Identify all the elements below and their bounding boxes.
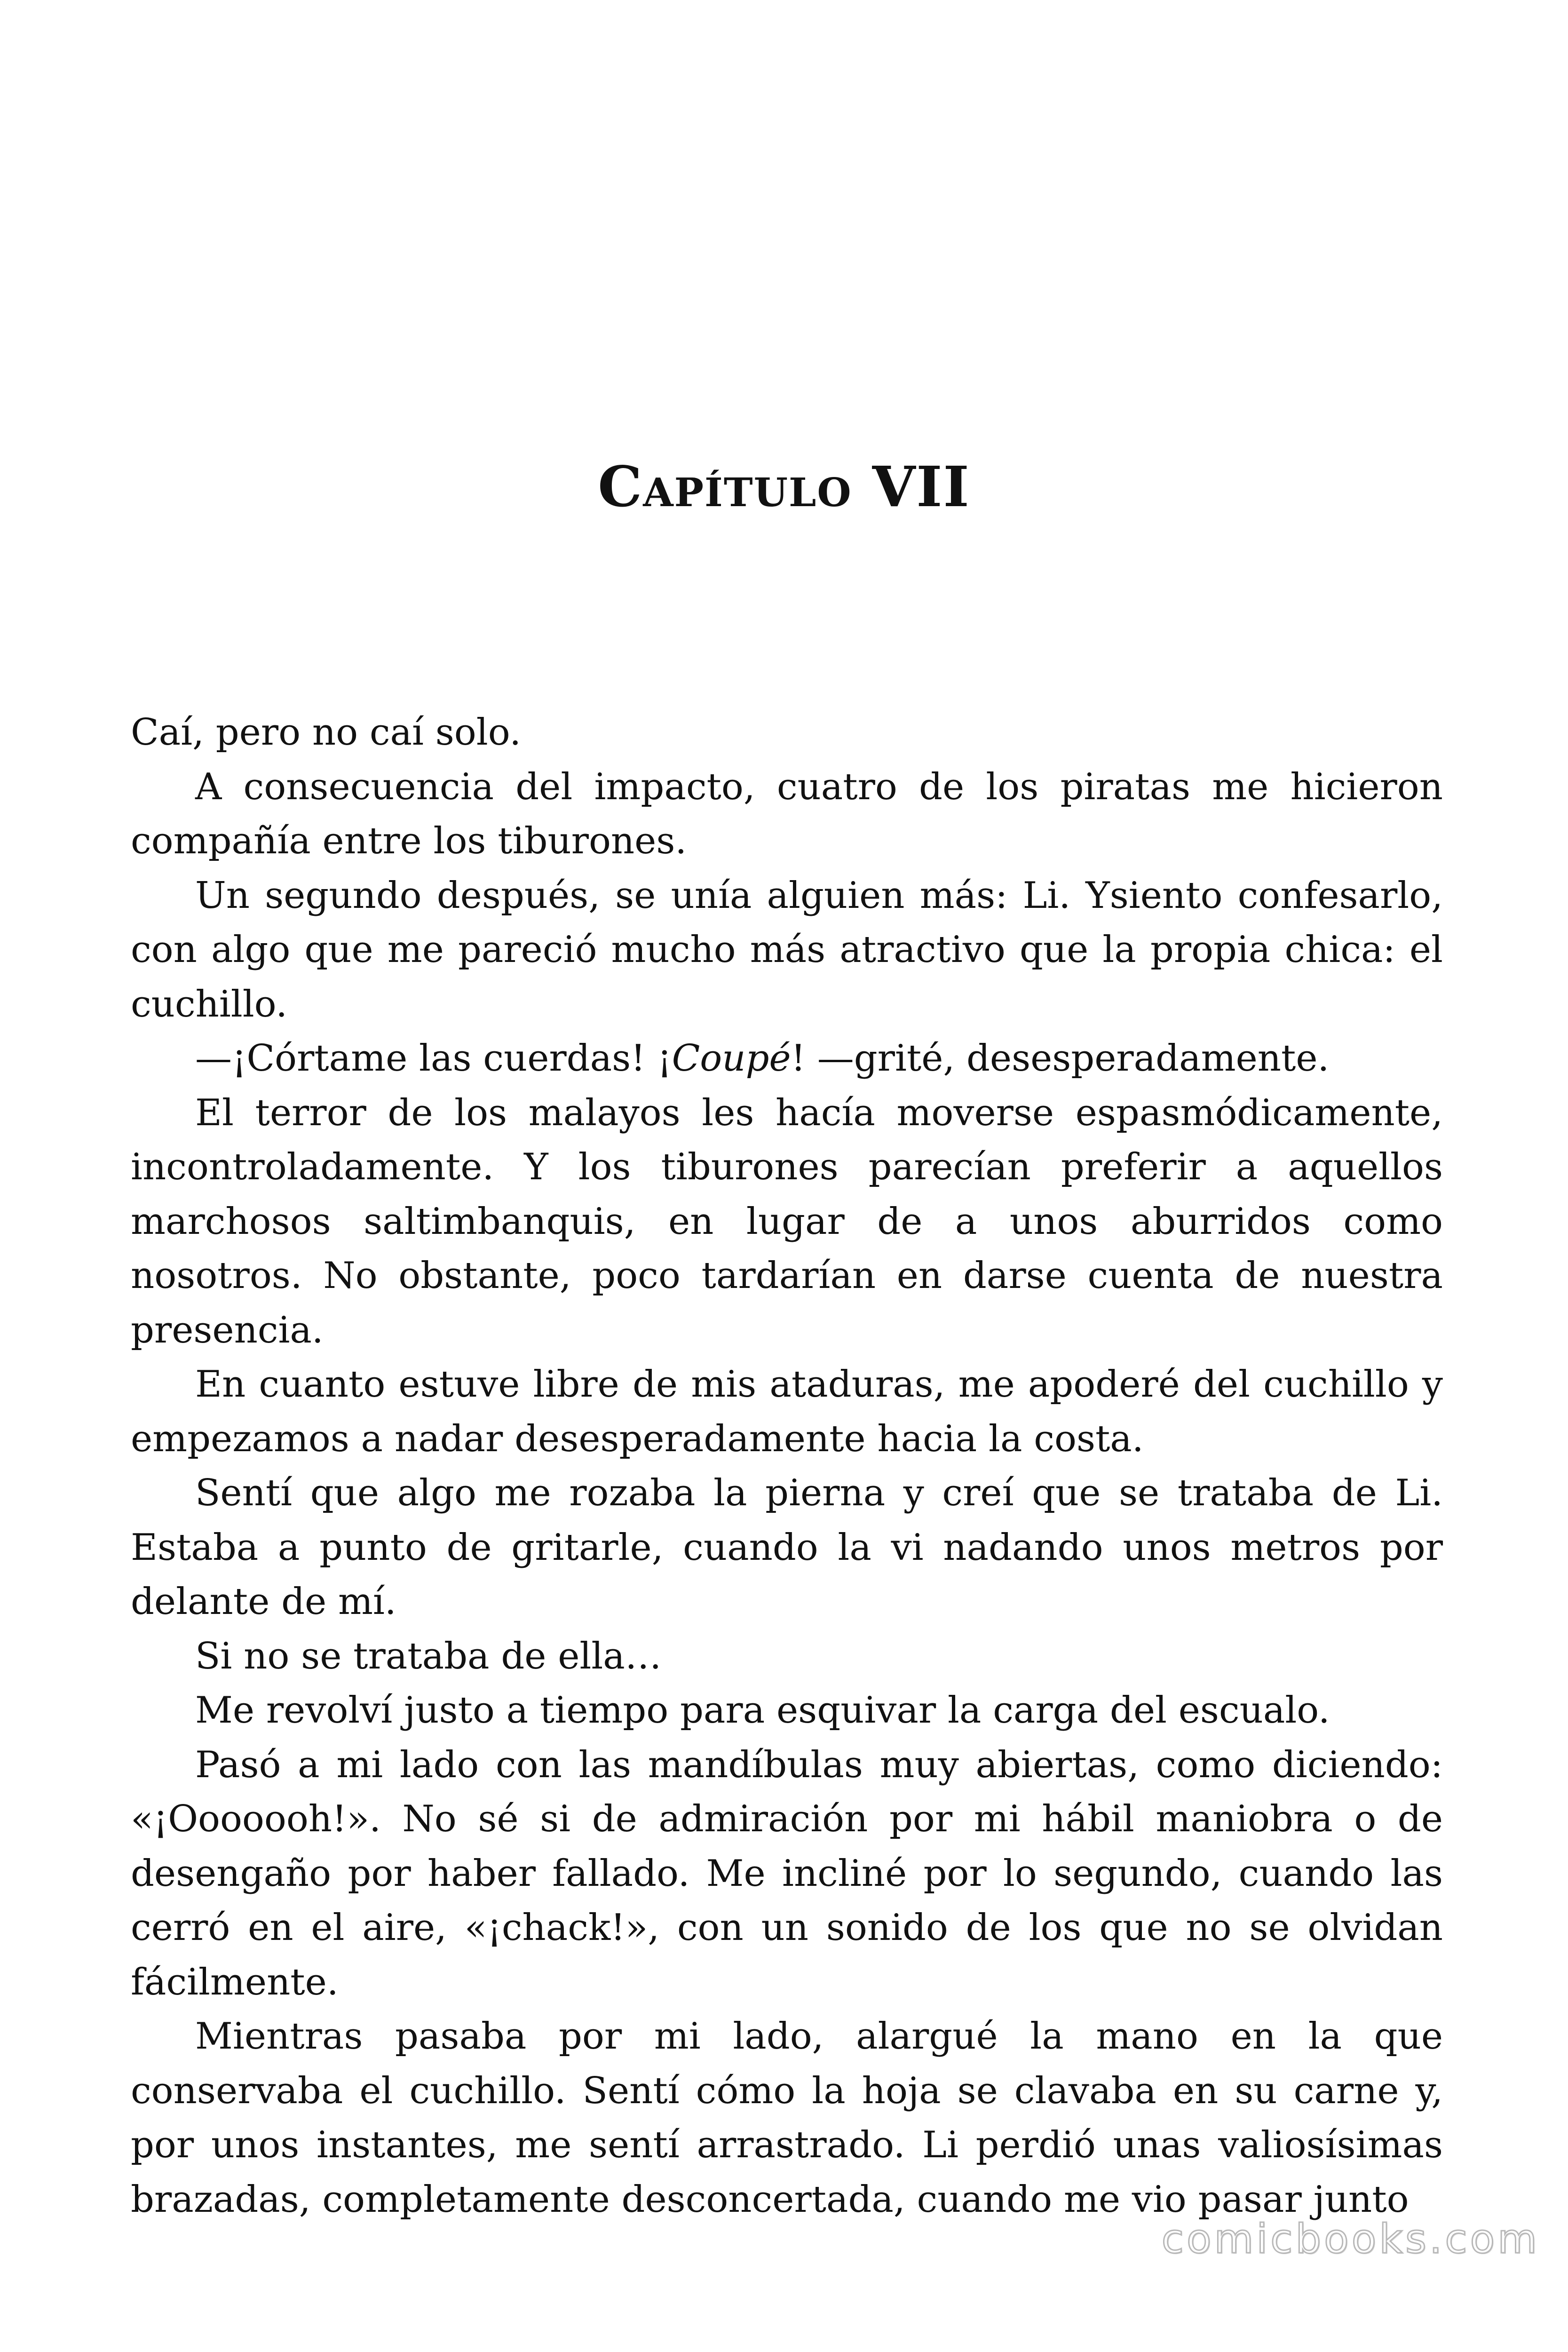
paragraph (131, 1358, 1443, 1466)
paragraph (131, 1629, 1443, 1684)
paragraph (131, 1086, 1443, 1358)
chapter-body (131, 706, 1443, 2227)
chapter-title: Capítulo VII (598, 454, 970, 519)
watermark: comicbooks.com (1161, 2216, 1540, 2263)
paragraph-text: A consecuencia del impacto, cuatro de los piratas me hicieron compañía entre los tiburones. (131, 765, 1443, 862)
paragraph-text: —¡Córtame las cuerdas! ¡ (195, 1037, 672, 1080)
paragraph (131, 1684, 1443, 1738)
paragraph-text: Un segundo después, se unía alguien más: Li. Ysiento confesarlo, con algo que me pareció mucho más atractivo que la propia chica: el cuchillo. (131, 874, 1443, 1025)
paragraph (131, 1738, 1443, 2010)
paragraph-text: Pasó a mi lado con las mandíbulas muy abiertas, como diciendo: «¡Ooooooh!». No sé si de admiración por mi hábil maniobra o de desengaño por haber fallado. Me incliné por lo segundo, cuando las cerró en el aire, «¡chack!», con un sonido de los que no se olvidan fácilmente. (131, 1743, 1443, 2003)
paragraph-text: ! —grité, desesperadamente. (791, 1037, 1330, 1080)
paragraph (131, 1032, 1443, 1086)
paragraph-text: Sentí que algo me rozaba la pierna y creí que se trataba de Li. Estaba a punto de gritarle, cuando la vi nadando unos metros por delante de mí. (131, 1472, 1443, 1623)
paragraph (131, 706, 1443, 760)
paragraph-text: Si no se trataba de ella… (195, 1635, 662, 1677)
paragraph-text: Caí, pero no caí solo. (131, 711, 522, 754)
paragraph-text: Me revolví justo a tiempo para esquivar la carga del escualo. (195, 1689, 1330, 1732)
paragraph (131, 869, 1443, 1032)
paragraph-text: En cuanto estuve libre de mis ataduras, me apoderé del cuchillo y empezamos a nadar desesperadamente hacia la costa. (131, 1363, 1443, 1460)
paragraph (131, 760, 1443, 869)
paragraph-text: El terror de los malayos les hacía moverse espasmódicamente, incontroladamente. Y los tiburones parecían preferir a aquellos marchosos saltimbanquis, en lugar de a unos aburridos como nosotros. No obstante, poco tardarían en darse cuenta de nuestra presencia. (131, 1091, 1443, 1351)
paragraph (131, 2010, 1443, 2227)
paragraph-text: Mientras pasaba por mi lado, alargué la mano en la que conservaba el cuchillo. Sentí cómo la hoja se clavaba en su carne y, por unos instantes, me sentí arrastrado. Li perdió unas valiosísimas brazadas, completamente desconcertada, cuando me vio pasar junto (131, 2015, 1443, 2221)
italic-word: Coupé (672, 1037, 791, 1080)
paragraph (131, 1466, 1443, 1629)
